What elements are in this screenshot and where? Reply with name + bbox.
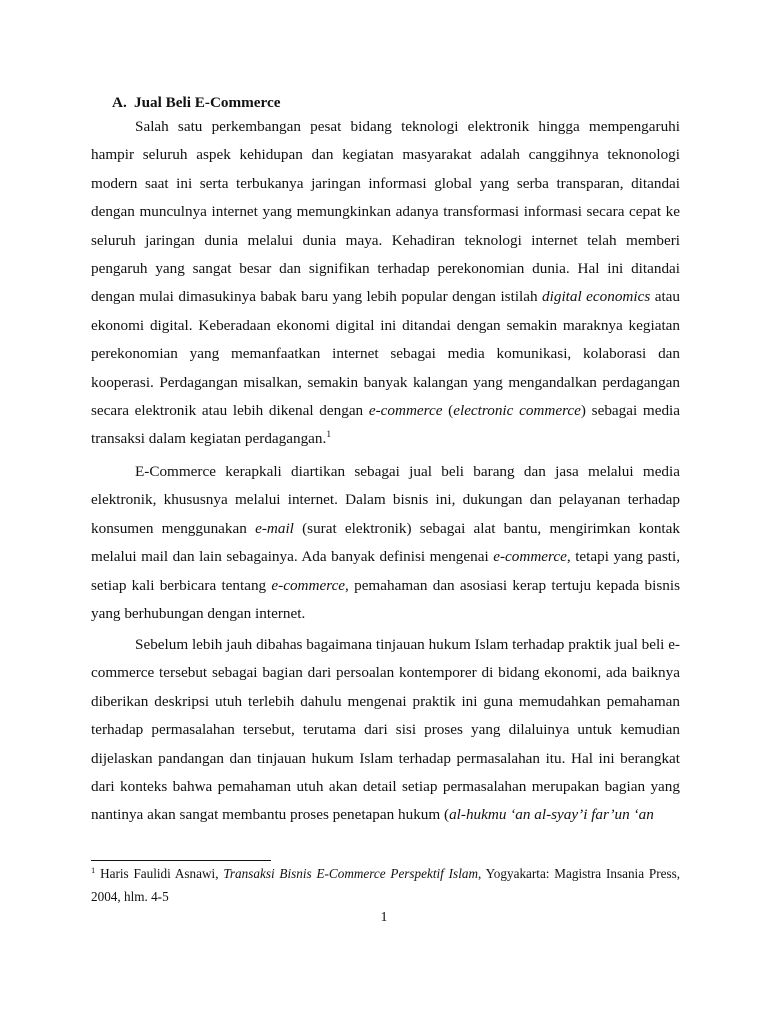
paragraph-2-text-4: , pemahaman dan asosiasi kerap tertuju kepada bisnis yang berhubungan dengan internet. <box>91 576 680 623</box>
paragraph-1-text-3: ( <box>442 402 454 420</box>
footnote <box>91 862 680 908</box>
footnote-book-title: Transaksi Bisnis E-Commerce Perspektif Islam <box>223 866 478 881</box>
footnote-reference[interactable]: 1 <box>326 430 332 441</box>
section-number: A. <box>112 94 127 111</box>
term-e-mail: e-mail <box>255 519 294 537</box>
footnote-number: 1 <box>91 865 96 875</box>
footnote-text-2: , Yogyakarta: Magistra Insania Press, 2004, hlm. 4-5 <box>91 866 681 904</box>
term-electronic-commerce: electronic commerce <box>453 402 581 420</box>
paragraph-1-text-2: atau ekonomi digital. Keberadaan ekonomi digital ini ditandai dengan semakin maraknya kegiatan perekonomian yang memanfaatkan internet sebagai media komunikasi, kolaborasi dan kooperasi. Perdagangan misalkan, semakin banyak kalangan yang mengandalkan perdagangan secara elektronik atau lebih dikenal dengan <box>91 288 681 420</box>
term-e-commerce: e-commerce <box>368 402 443 420</box>
page-number: 1 <box>380 910 388 925</box>
paragraph-2 <box>91 458 680 628</box>
paragraph-3 <box>91 631 680 830</box>
term-digital-economics: digital economics <box>542 288 651 306</box>
arabic-transliteration: al-hukmu ‘an al-syay’i far’un ‘an <box>449 806 654 824</box>
section-heading <box>112 94 281 112</box>
footnote-separator <box>91 860 271 861</box>
paragraph-2-text-3: , tetapi yang pasti, setiap kali berbicara tentang <box>91 548 680 594</box>
term-e-commerce: e-commerce <box>271 576 346 594</box>
section-title: Jual Beli E-Commerce <box>134 94 281 111</box>
footnote-text-1: Haris Faulidi Asnawi, <box>95 866 224 881</box>
paragraph-1 <box>91 113 680 454</box>
paragraph-3-text-1: Sebelum lebih jauh dibahas bagaimana tinjauan hukum Islam terhadap praktik jual beli e-commerce tersebut sebagai bagian dari persoalan kontemporer di bidang ekonomi, ada baiknya diberikan deskripsi utuh terlebih dahulu mengenai praktik ini guna memudahkan pemahaman terhadap permasalahan tersebut, terutama dari sisi proses yang dilaluinya untuk kemudian dijelaskan pandangan dan tinjauan hukum Islam terhadap permasalahan itu. Hal ini berangkat dari konteks bahwa pemahaman utuh akan detail setiap permasalahan merupakan bagian yang nantinya akan sangat membantu proses penetapan hukum ( <box>91 636 680 824</box>
paragraph-1-text-4: ) sebagai media transaksi dalam kegiatan perdagangan. <box>91 402 680 448</box>
paragraph-1-text-1: Salah satu perkembangan pesat bidang teknologi elektronik hingga mempengaruhi hampir seluruh aspek kehidupan dan kegiatan masyarakat adalah canggihnya teknonologi modern saat ini serta terbukanya jaringan informasi global yang serba transparan, ditandai dengan munculnya internet yang memungkinkan adanya transformasi informasi secara cepat ke seluruh jaringan dunia melalui dunia maya. Kehadiran teknologi internet telah memberi pengaruh yang sangat besar dan signifikan terhadap perekonomian dunia. Hal ini ditandai dengan mulai dimasukinya babak baru yang lebih popular dengan istilah <box>91 118 680 306</box>
paragraph-2-text-2: (surat elektronik) sebagai alat bantu, mengirimkan kontak melalui mail dan lain sebagainya. Ada banyak definisi mengenai <box>91 519 680 566</box>
term-e-commerce: e-commerce <box>493 548 567 566</box>
paragraph-2-text-1: E-Commerce kerapkali diartikan sebagai jual beli barang dan jasa melalui media elektronik, khususnya melalui internet. Dalam bisnis ini, dukungan dan pelayanan terhadap konsumen menggunakan <box>91 463 680 537</box>
